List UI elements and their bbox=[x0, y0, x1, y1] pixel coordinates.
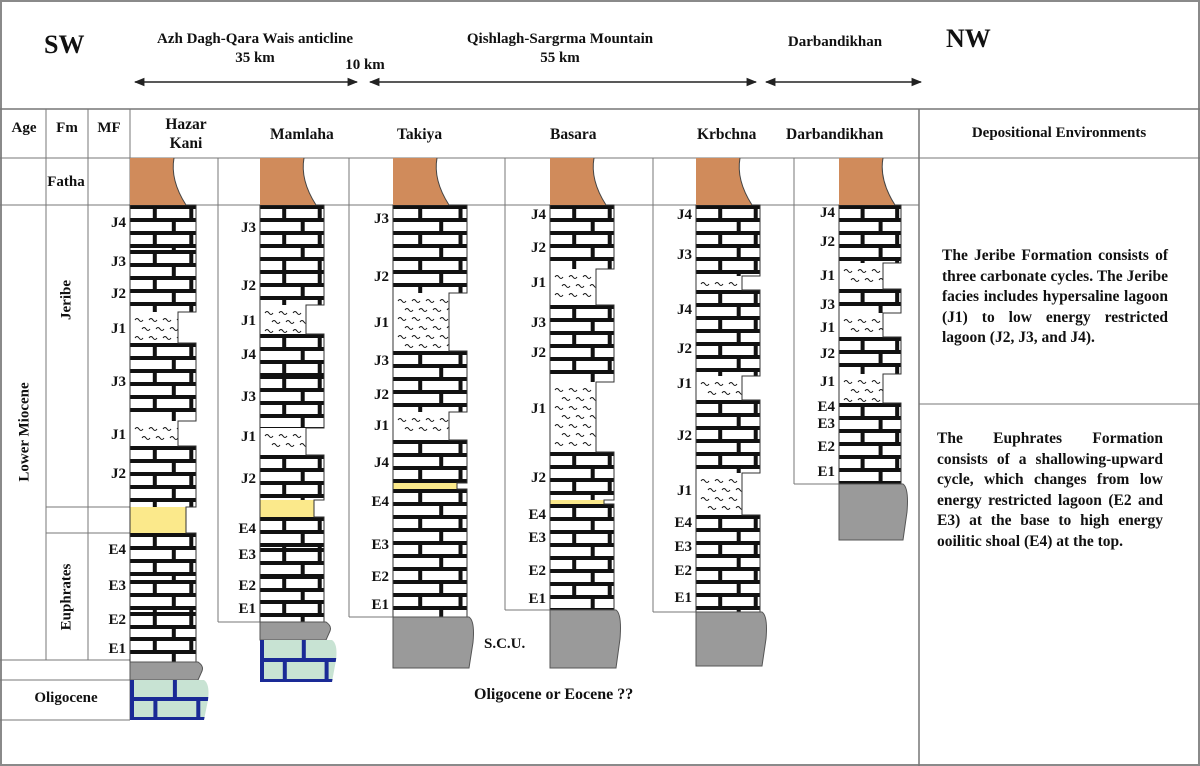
microfacies-label: E2 bbox=[108, 612, 126, 628]
microfacies-label: J4 bbox=[820, 205, 835, 221]
column-name-hazar-kani: Hazar bbox=[165, 116, 207, 133]
microfacies-label: E3 bbox=[108, 578, 126, 594]
sw-direction-label: SW bbox=[44, 30, 85, 59]
scu-bed bbox=[260, 622, 331, 640]
microfacies-label: J2 bbox=[677, 428, 692, 444]
microfacies-label: E4 bbox=[528, 507, 546, 523]
microfacies-label: J2 bbox=[241, 278, 256, 294]
strat-column-basara bbox=[550, 158, 624, 668]
microfacies-label: J3 bbox=[111, 254, 126, 270]
microfacies-label: E2 bbox=[371, 569, 389, 585]
microfacies-label: J3 bbox=[241, 220, 256, 236]
strat-column-krbchna bbox=[696, 158, 770, 666]
microfacies-label: E2 bbox=[674, 563, 692, 579]
microfacies-label: E3 bbox=[528, 530, 546, 546]
scu-bed bbox=[696, 612, 767, 666]
microfacies-label: J3 bbox=[374, 211, 389, 227]
header-fm: Fm bbox=[56, 120, 78, 136]
age-lower-miocene: Lower Miocene bbox=[16, 382, 33, 482]
microfacies-label: E4 bbox=[674, 515, 692, 531]
microfacies-label: J1 bbox=[531, 275, 546, 291]
microfacies-label: J2 bbox=[531, 345, 546, 361]
microfacies-label: E1 bbox=[674, 590, 692, 606]
microfacies-label: J1 bbox=[820, 374, 835, 390]
nw-direction-label: NW bbox=[946, 24, 991, 53]
microfacies-label: E4 bbox=[371, 494, 389, 510]
microfacies-label: J4 bbox=[111, 215, 126, 231]
section-distance-azh-dagh: 35 km bbox=[235, 50, 275, 66]
microfacies-label: E1 bbox=[108, 641, 126, 657]
microfacies-label: J2 bbox=[241, 471, 256, 487]
column-name-basara: Basara bbox=[550, 126, 597, 143]
section-name-azh-dagh: Azh Dagh-Qara Wais anticline bbox=[157, 31, 353, 47]
microfacies-label: J4 bbox=[531, 207, 546, 223]
fatha-bed bbox=[696, 158, 752, 205]
scu-bed bbox=[839, 484, 908, 540]
microfacies-label: E3 bbox=[371, 537, 389, 553]
strat-column-darbandikhan bbox=[839, 158, 911, 540]
microfacies-label: J1 bbox=[820, 268, 835, 284]
column-name-hazar-kani: Kani bbox=[169, 135, 203, 152]
header-mf: MF bbox=[97, 120, 121, 136]
microfacies-label: E3 bbox=[817, 416, 835, 432]
scu-bed bbox=[130, 662, 203, 680]
microfacies-label: J3 bbox=[677, 247, 692, 263]
microfacies-label: J3 bbox=[820, 297, 835, 313]
oligocene-bed bbox=[260, 640, 340, 683]
column-name-mamlaha: Mamlaha bbox=[270, 126, 334, 143]
section-name-darbandikhan: Darbandikhan bbox=[787, 34, 883, 50]
microfacies-label: J4 bbox=[677, 207, 692, 223]
microfacies-label: E1 bbox=[238, 601, 256, 617]
column-name-darbandikhan: Darbandikhan bbox=[786, 126, 884, 143]
microfacies-label: J2 bbox=[531, 470, 546, 486]
microfacies-label: J2 bbox=[111, 286, 126, 302]
section-name-qishlagh: Qishlagh-Sargrma Mountain bbox=[466, 31, 654, 47]
microfacies-label: J4 bbox=[374, 455, 389, 471]
microfacies-label: E1 bbox=[817, 464, 835, 480]
microfacies-label: J2 bbox=[531, 240, 546, 256]
column-name-takiya: Takiya bbox=[397, 126, 443, 143]
formation-euphrates: Euphrates bbox=[58, 563, 75, 631]
fatha-bed bbox=[839, 158, 895, 205]
microfacies-label: J2 bbox=[111, 466, 126, 482]
microfacies-label: J3 bbox=[531, 315, 546, 331]
bottom-note: Oligocene or Eocene ?? bbox=[474, 686, 634, 703]
microfacies-label: J1 bbox=[677, 376, 692, 392]
microfacies-label: J1 bbox=[374, 418, 389, 434]
oligocene-label: Oligocene bbox=[34, 690, 98, 706]
microfacies-label: J3 bbox=[111, 374, 126, 390]
microfacies-label: E4 bbox=[817, 399, 835, 415]
scu-label: S.C.U. bbox=[484, 636, 526, 652]
section-distance-qishlagh: 55 km bbox=[540, 50, 580, 66]
header-age: Age bbox=[11, 120, 37, 136]
microfacies-label: E4 bbox=[238, 521, 256, 537]
microfacies-label: J1 bbox=[531, 401, 546, 417]
microfacies-label: J1 bbox=[677, 483, 692, 499]
fatha-label: Fatha bbox=[47, 174, 85, 190]
microfacies-label: E3 bbox=[674, 539, 692, 555]
oligocene-bed bbox=[130, 680, 212, 721]
microfacies-label: J2 bbox=[374, 387, 389, 403]
depositional-title: Depositional Environments bbox=[971, 125, 1147, 141]
fatha-bed bbox=[260, 158, 316, 205]
microfacies-label: J2 bbox=[820, 234, 835, 250]
microfacies-label: E1 bbox=[528, 591, 546, 607]
euphrates-description: The Euphrates Formation consists of a shallowing-upward cycle, which changes from low energy restricted lagoon (E2 and E3) at the base to high energy ooilitic shoal (E4) at the top. bbox=[937, 430, 1163, 550]
microfacies-label: J2 bbox=[677, 341, 692, 357]
fatha-bed bbox=[550, 158, 606, 205]
microfacies-label: J3 bbox=[241, 389, 256, 405]
microfacies-label: J1 bbox=[111, 321, 126, 337]
microfacies-label: J1 bbox=[241, 429, 256, 445]
microfacies-label: J3 bbox=[374, 353, 389, 369]
microfacies-label: E2 bbox=[528, 563, 546, 579]
strat-column-takiya bbox=[393, 158, 477, 668]
microfacies-label: J1 bbox=[111, 427, 126, 443]
microfacies-label: J4 bbox=[677, 302, 692, 318]
gap-distance: 10 km bbox=[345, 57, 385, 73]
strat-column-mamlaha bbox=[260, 158, 340, 683]
microfacies-label: E2 bbox=[238, 578, 256, 594]
microfacies-label: E1 bbox=[371, 597, 389, 613]
jeribe-description: The Jeribe Formation consists of three carbonate cycles. The Jeribe facies includes hypersaline lagoon (J1) to low energy restricted lagoon (J2, J3, and J4). bbox=[942, 247, 1168, 346]
microfacies-label: J1 bbox=[820, 320, 835, 336]
microfacies-label: E2 bbox=[817, 439, 835, 455]
fatha-bed bbox=[393, 158, 449, 205]
microfacies-label: E3 bbox=[238, 547, 256, 563]
microfacies-label: J1 bbox=[241, 313, 256, 329]
strat-column-hazar-kani bbox=[130, 158, 212, 721]
column-name-krbchna: Krbchna bbox=[697, 126, 757, 143]
formation-jeribe: Jeribe bbox=[58, 280, 75, 320]
scu-bed bbox=[393, 617, 474, 668]
microfacies-label: J4 bbox=[241, 347, 256, 363]
microfacies-label: J2 bbox=[820, 346, 835, 362]
microfacies-label: J1 bbox=[374, 315, 389, 331]
scu-bed bbox=[550, 610, 621, 668]
microfacies-label: E4 bbox=[108, 542, 126, 558]
microfacies-label: J2 bbox=[374, 269, 389, 285]
fatha-bed bbox=[130, 158, 186, 205]
